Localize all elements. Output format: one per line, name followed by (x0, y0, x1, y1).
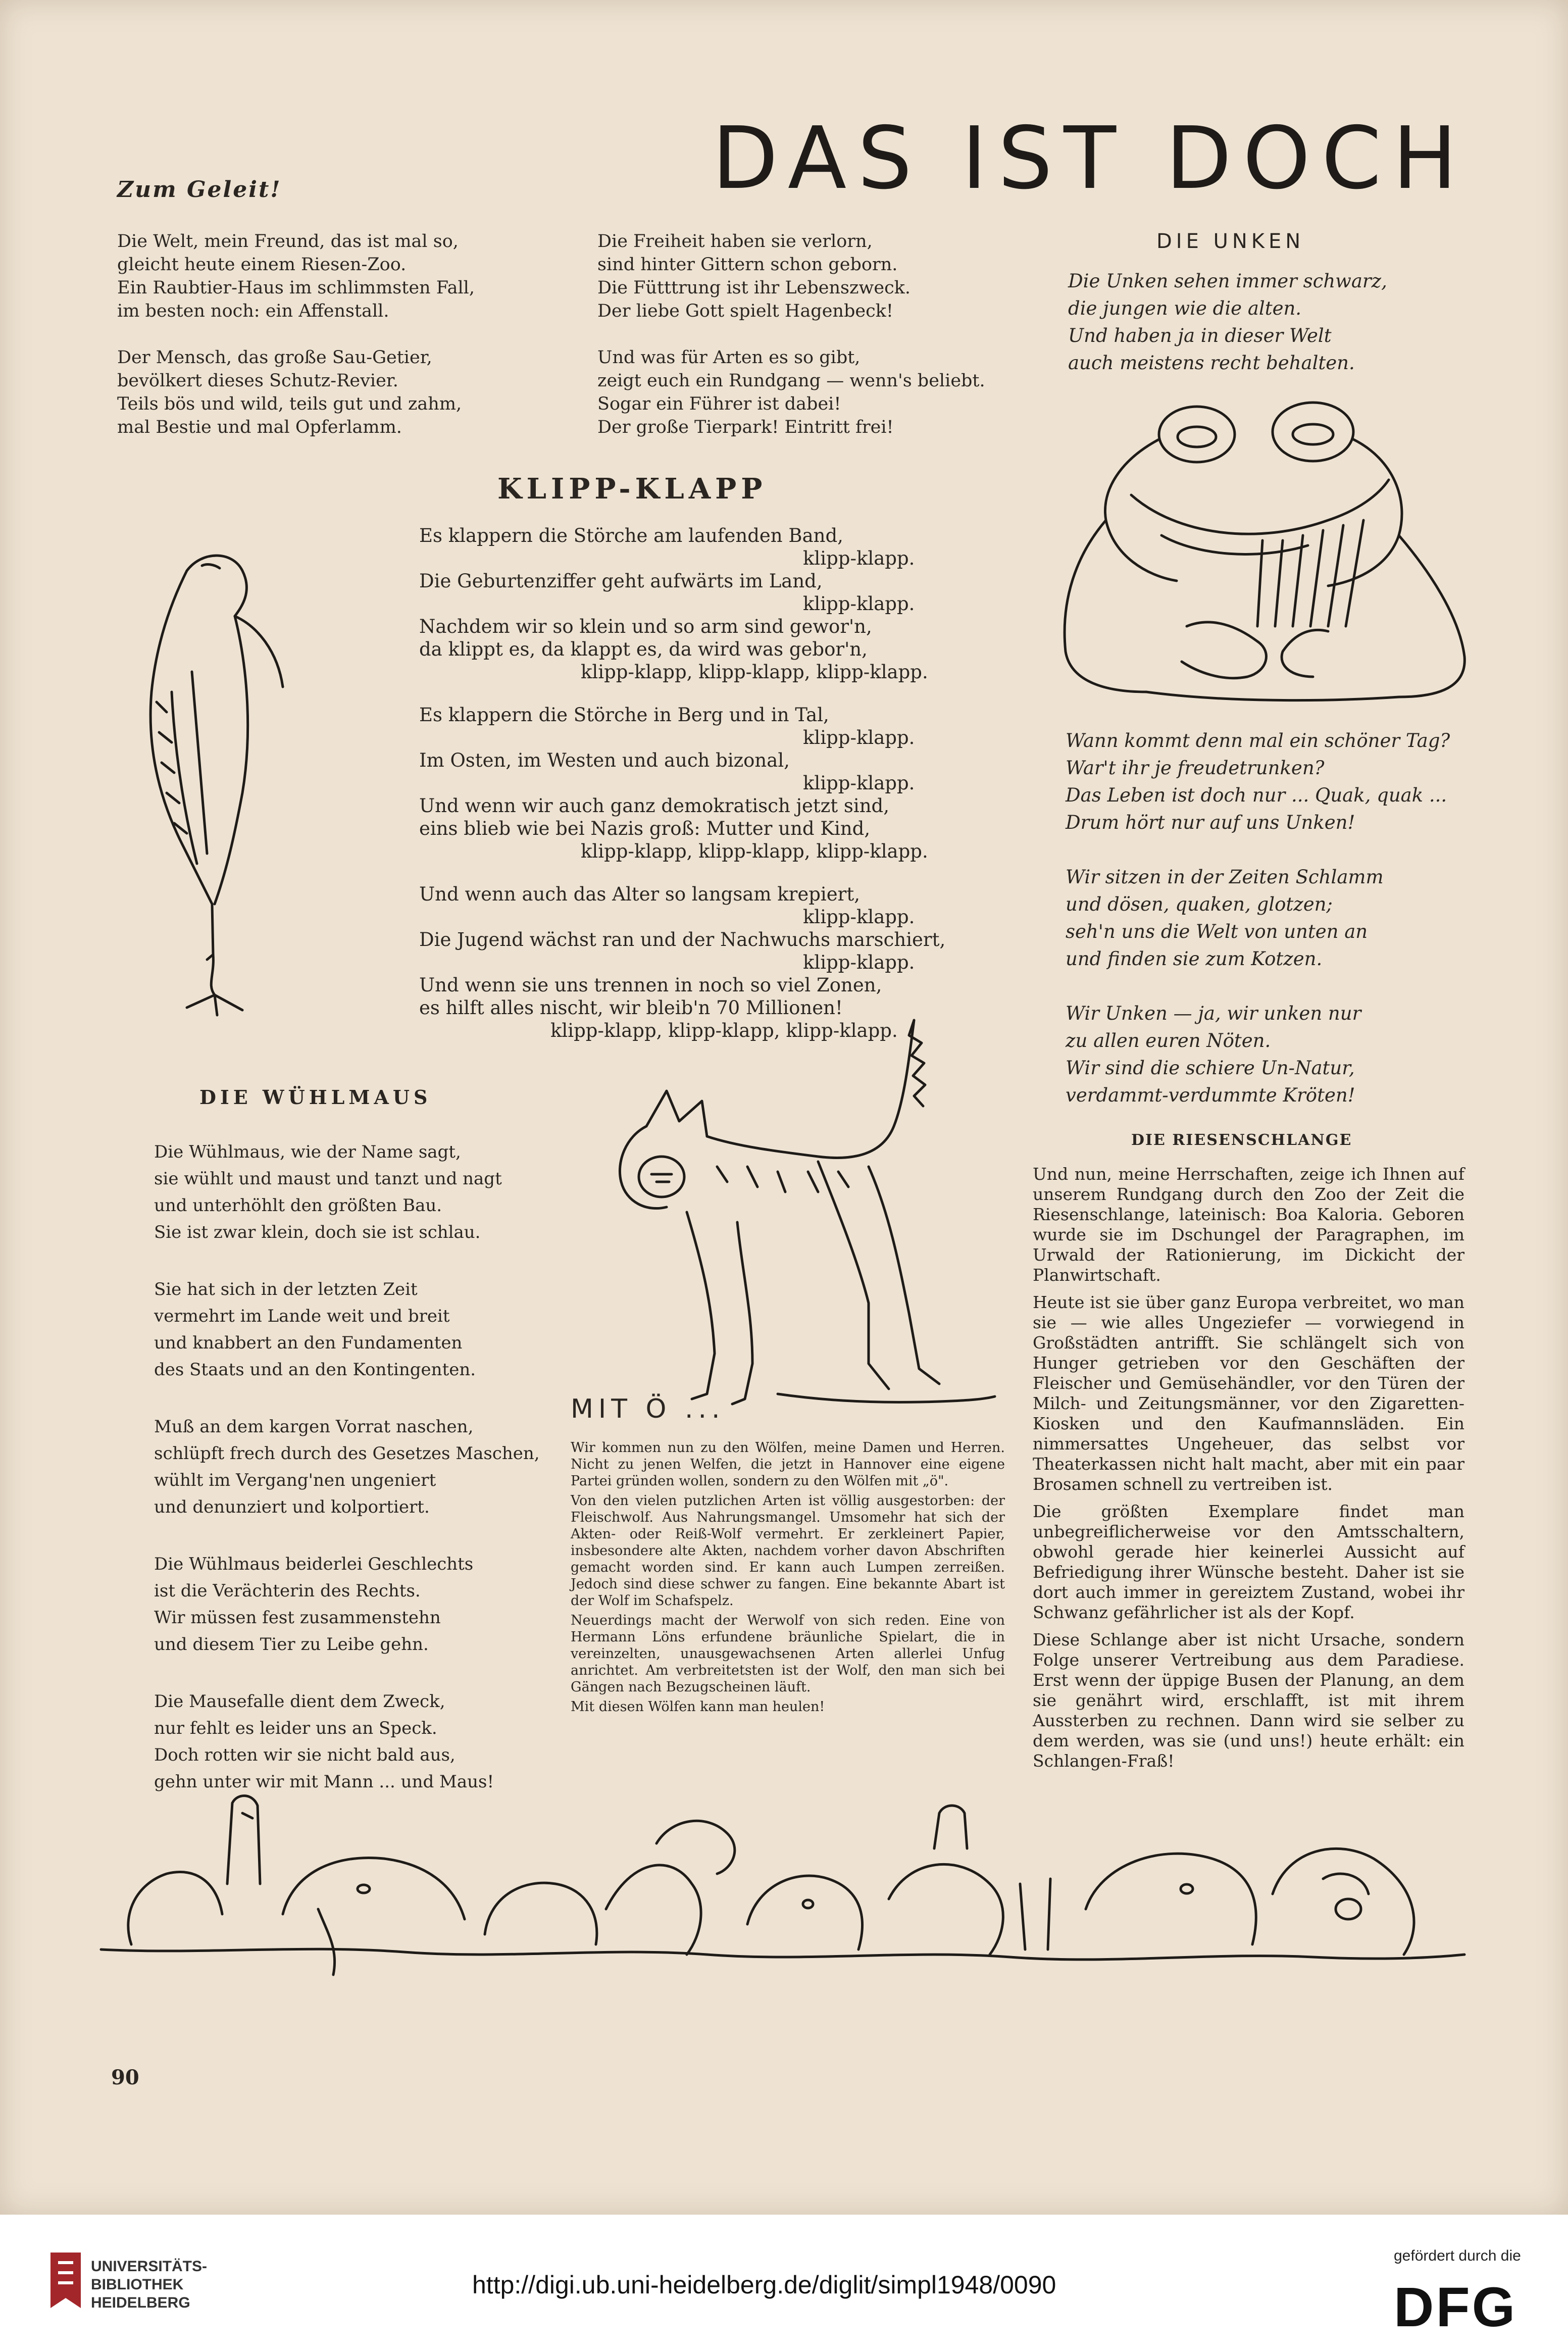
verse-line: Wir müssen fest zusammenstehn (154, 1608, 441, 1628)
verse-line: Die Freiheit haben sie verlorn, (597, 231, 873, 252)
paragraph: Mit diesen Wölfen kann man heulen! (571, 1699, 825, 1715)
sponsor-note: gefördert durch die (1394, 2247, 1521, 2264)
refrain-line: klipp-klapp. (803, 952, 915, 973)
verse-line: Das Leben ist doch nur ... Quak, quak ... (1066, 784, 1447, 806)
verse-line: mal Bestie und mal Opferlamm. (117, 417, 402, 437)
verse-line: Sogar ein Führer ist dabei! (597, 394, 841, 414)
paragraph: Und nun, meine Herrschaften, zeige ich Ihnen auf unserem Rundgang durch den Zoo der Zeit die Riesenschlange, lateinisch: Boa Kaloria. Geboren wurde sie im Dschungel der Paragraphen, im Urwald der Rationierung, im Dickicht der Planwirtschaft. (1033, 1164, 1464, 1285)
unken-heading: DIE UNKEN (1156, 230, 1305, 253)
verse-line: und finden sie zum Kotzen. (1066, 948, 1323, 970)
verse-line: Die Geburtenziffer geht aufwärts im Land, (419, 570, 823, 592)
paragraph: Die größten Exemplare findet man unbegreiflicherweise vor den Amtsschaltern, obwohl gerade hier keinerlei Aussicht auf Befriedigung ihrer Wünsche besteht. Daher ist sie dort auch immer in gereiztem Zustand, wobei ihr Schwanz gefährlicher ist als der Kopf. (1033, 1502, 1464, 1622)
verse-line: seh'n uns die Welt von unten an (1066, 921, 1368, 942)
verse-line: schlüpft frech durch des Gesetzes Maschen, (154, 1443, 540, 1464)
stork-icon (126, 540, 293, 1025)
page-number: 90 (111, 2066, 139, 2089)
paragraph: Wir kommen nun zu den Wölfen, meine Damen und Herren. Nicht zu jenen Welfen, die jetzt in Hannover eine eigene Partei gründen wollen, sondern zu den Wölfen mit „ö". (571, 1440, 1005, 1489)
verse-line: zeigt euch ein Rundgang — wenn's beliebt. (597, 371, 985, 391)
verse-line: zu allen euren Nöten. (1066, 1030, 1271, 1052)
klipp-klapp-heading: KLIPP-KLAPP (497, 472, 767, 506)
verse-line: und denunziert und kolportiert. (154, 1497, 430, 1517)
toad-icon (1045, 389, 1475, 722)
geleit-heading: Zum Geleit! (117, 177, 282, 203)
verse-line: eins blieb wie bei Nazis groß: Mutter und Kind, (419, 818, 871, 839)
verse-line: Sie ist zwar klein, doch sie ist schlau. (154, 1222, 481, 1242)
verse-line: Drum hört nur auf uns Unken! (1066, 812, 1355, 833)
verse-line: Teils bös und wild, teils gut und zahm, (117, 394, 462, 414)
geleit-column-2 (597, 230, 985, 462)
wuhlmaus-heading: DIE WÜHLMAUS (199, 1086, 432, 1109)
verse-line: Der Mensch, das große Sau-Getier, (117, 347, 432, 368)
wuhlmaus-poem (154, 1139, 540, 1826)
verse-line: Muß an dem kargen Vorrat naschen, (154, 1417, 474, 1437)
verse-line: und dösen, quaken, glotzen; (1066, 893, 1333, 915)
verse-line: Der liebe Gott spielt Hagenbeck! (597, 301, 893, 321)
library-name (91, 2258, 207, 2312)
paragraph: Diese Schlange aber ist nicht Ursache, sondern Folge unserer Vertreibung aus dem Paradiese. Erst wenn der üppige Busen der Planung, an dem sie genährt wird, erschlafft, ist mit ihrem Aussterben zu rechnen. Dann wird sie selber zu dem werden, was sie (und uns!) heute erhält: ein Schlangen-Fraß! (1033, 1630, 1464, 1771)
verse-line: Wann kommt denn mal ein schöner Tag? (1066, 730, 1450, 752)
refrain-line: klipp-klapp. (803, 547, 915, 569)
library-line: UNIVERSITÄTS- (91, 2258, 208, 2275)
verse-line: Und wenn auch das Alter so langsam krepiert, (419, 883, 860, 905)
wolf-icon (586, 1000, 1000, 1434)
page-title: DAS IST DOCH (712, 109, 1469, 209)
paragraph: Heute ist sie über ganz Europa verbreitet, wo man sie — wie alles Ungeziefer — vorwiegend in Großstädten antrifft. Sie schlängelt sich von Hunger getrieben vor den Geschäften der Fleischer und Gemüsehändler, vor den Türen der Milch- und Zeitungsmänner, vor den Zigaretten-Kiosken und den Kaufmannsläden. Ein nimmersattes Ungeheuer, das selbst vor Theaterkassen nicht halt macht, aber mit ein paar Brosamen schnell zu vertreiben ist. (1033, 1292, 1464, 1494)
verse-line: und diesem Tier zu Leibe gehn. (154, 1634, 429, 1655)
verse-line: Wir sind die schiere Un-Natur, (1066, 1057, 1355, 1079)
verse-line: sind hinter Gittern schon geborn. (597, 255, 898, 275)
refrain-line: klipp-klapp. (803, 906, 915, 928)
verse-line: Und wenn sie uns trennen in noch so viel Zonen, (419, 974, 882, 996)
verse-line: Nachdem wir so klein und so arm sind gewor'n, (419, 616, 872, 637)
riesenschlange-text (1033, 1164, 1464, 1778)
mit-oe-text (571, 1439, 1005, 1718)
riesenschlange-heading: DIE RIESENSCHLANGE (1131, 1131, 1352, 1149)
geleit-column-1 (117, 230, 475, 462)
refrain-line: klipp-klapp. (803, 727, 915, 748)
klipp-klapp-poem (419, 524, 945, 1042)
refrain-line: klipp-klapp. (803, 772, 915, 794)
verse-line: nur fehlt es leider uns an Speck. (154, 1718, 437, 1738)
verse-line: ist die Verächterin des Rechts. (154, 1581, 421, 1601)
verse-line: Es klappern die Störche am laufenden Band, (419, 525, 843, 546)
verse-line: Die Wühlmaus, wie der Name sagt, (154, 1142, 461, 1162)
dfg-logo: DFG (1394, 2276, 1518, 2338)
verse-line: gehn unter wir mit Mann ... und Maus! (154, 1772, 494, 1792)
verse-line: und unterhöhlt den größten Bau. (154, 1195, 442, 1216)
paragraph: Von den vielen putzlichen Arten ist völlig ausgestorben: der Fleischwolf. Aus Nahrungsmangel. Umsomehr hat sich der Akten- oder Reiß-Wolf vermehrt. Er zerkleinert Papier, insbesondere alte Akten, nachdem vorher davon Abschriften gemacht worden sind. Er kann auch Lumpen zerreißen. Jedoch sind diese schwer zu fangen. Eine bekannte Abart ist der Wolf im Schafspelz. (571, 1493, 1005, 1609)
verse-line: verdammt-verdummte Kröten! (1066, 1084, 1355, 1106)
verse-line: Sie hat sich in der letzten Zeit (154, 1279, 418, 1299)
unken-poem-part-1 (1068, 268, 1387, 404)
verse-line: Die Welt, mein Freund, das ist mal so, (117, 231, 459, 252)
refrain-line: klipp-klapp. (803, 593, 915, 615)
verse-line: die jungen wie die alten. (1068, 297, 1302, 319)
verse-line: War't ihr je freudetrunken? (1066, 757, 1325, 779)
refrain-line: klipp-klapp, klipp-klapp, klipp-klapp. (581, 661, 928, 683)
source-url[interactable]: http://digi.ub.uni-heidelberg.de/diglit/simpl1948/0090 (472, 2271, 1056, 2299)
verse-line: Und was für Arten es so gibt, (597, 347, 861, 368)
paragraph: Neuerdings macht der Werwolf von sich reden. Eine von Hermann Löns erfundene bräunliche Spielart, die in vereinzelten, unausgewachsenen Arten allerlei Unfug anrichtet. Am verbreitetsten ist der Wolf, den man sich bei Gängen nach Bezugscheinen läuft. (571, 1613, 1005, 1695)
verse-line: Und wenn wir auch ganz demokratisch jetzt sind, (419, 795, 889, 817)
verse-line: Ein Raubtier-Haus im schlimmsten Fall, (117, 278, 475, 298)
library-line: HEIDELBERG (91, 2294, 190, 2311)
university-library-logo-icon (45, 2247, 86, 2313)
verse-line: auch meistens recht behalten. (1068, 352, 1355, 374)
verse-line: Die Wühlmaus beiderlei Geschlechts (154, 1554, 474, 1574)
verse-line: sie wühlt und maust und tanzt und nagt (154, 1169, 502, 1189)
verse-line: Doch rotten wir sie nicht bald aus, (154, 1745, 456, 1765)
verse-line: wühlt im Vergang'nen ungeniert (154, 1470, 436, 1490)
verse-line: Der große Tierpark! Eintritt frei! (597, 417, 894, 437)
verse-line: Wir sitzen in der Zeiten Schlamm (1066, 866, 1384, 888)
refrain-line: klipp-klapp, klipp-klapp, klipp-klapp. (550, 1020, 898, 1041)
verse-line: Die Unken sehen immer schwarz, (1068, 270, 1387, 292)
library-line: BIBLIOTHEK (91, 2276, 184, 2293)
verse-line: Die Jugend wächst ran und der Nachwuchs marschiert, (419, 929, 946, 951)
verse-line: Die Mausefalle dient dem Zweck, (154, 1691, 445, 1712)
verse-line: des Staats und an den Kontingenten. (154, 1360, 476, 1380)
verse-line: gleicht heute einem Riesen-Zoo. (117, 255, 407, 275)
verse-line: es hilft alles nischt, wir bleib'n 70 Millionen! (419, 997, 843, 1019)
animal-parade-icon (101, 1783, 1464, 2000)
unken-poem-part-2 (1066, 727, 1450, 1136)
verse-line: vermehrt im Lande weit und breit (154, 1306, 450, 1326)
verse-line: Es klappern die Störche in Berg und in Tal, (419, 704, 829, 726)
mit-oe-heading: MIT Ö ... (571, 1394, 725, 1424)
verse-line: Und haben ja in dieser Welt (1068, 325, 1332, 346)
verse-line: und knabbert an den Fundamenten (154, 1333, 463, 1353)
verse-line: Im Osten, im Westen und auch bizonal, (419, 749, 790, 771)
verse-line: Die Fütttrung ist ihr Lebenszweck. (597, 278, 911, 298)
verse-line: da klippt es, da klappt es, da wird was gebor'n, (419, 638, 868, 660)
verse-line: im besten noch: ein Affenstall. (117, 301, 389, 321)
verse-line: Wir Unken — ja, wir unken nur (1066, 1003, 1361, 1024)
refrain-line: klipp-klapp, klipp-klapp, klipp-klapp. (581, 840, 928, 862)
verse-line: bevölkert dieses Schutz-Revier. (117, 371, 398, 391)
